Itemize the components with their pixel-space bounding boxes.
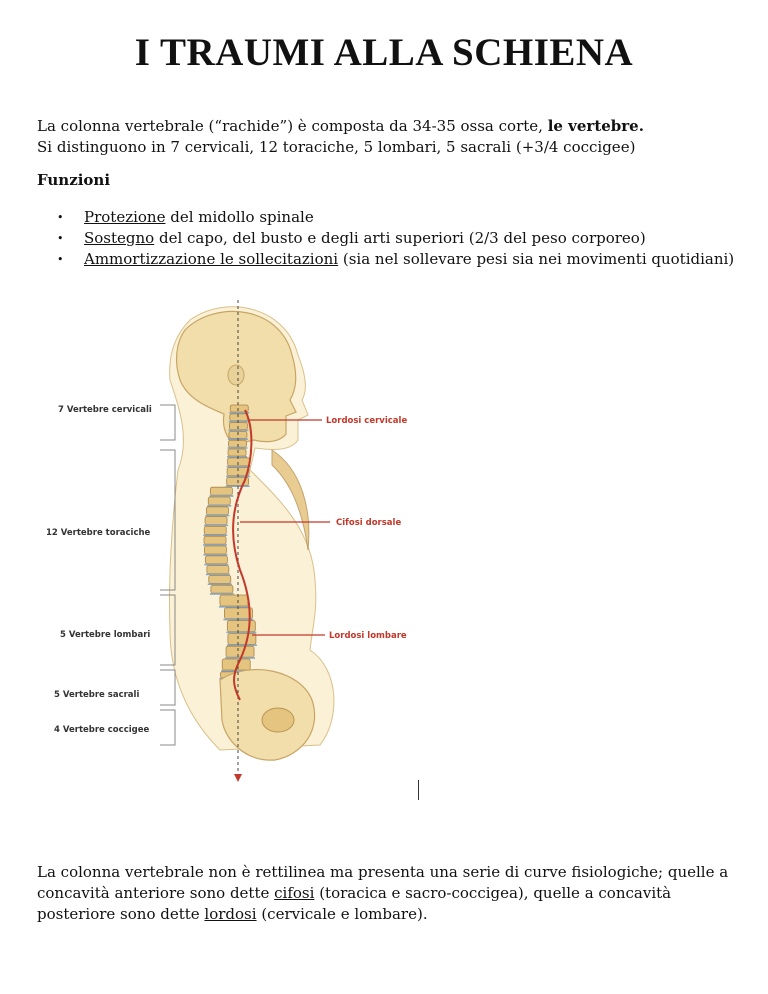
label-cervicali: 7 Vertebre cervicali [58, 405, 152, 415]
bullet-icon: • [57, 253, 64, 266]
intervertebral-disc [219, 606, 249, 608]
intro-bold: le vertebre. [547, 117, 644, 135]
outro-text-3: (cervicale e lombare). [256, 905, 428, 923]
intervertebral-disc [206, 574, 230, 576]
intro-line1: La colonna vertebrale (“rachide”) è composta da 34-35 ossa corte, [37, 117, 548, 135]
list-item [37, 207, 737, 228]
outro-text-1: La colonna vertebrale non è rettilinea ma presenta una serie di curve fisiologiche; quelle a concavità anteriore sono dette [37, 863, 729, 902]
list-item [37, 249, 737, 270]
spine-figure [40, 300, 430, 800]
intervertebral-disc [203, 534, 227, 536]
intervertebral-disc [204, 525, 228, 527]
intervertebral-disc [203, 544, 227, 546]
vertebra [220, 595, 248, 606]
intervertebral-disc [204, 564, 228, 566]
outro-lordosi: lordosi [204, 905, 257, 923]
intervertebral-disc [227, 456, 247, 458]
label-lombari: 5 Vertebre lombari [60, 630, 151, 640]
intro-paragraph [37, 116, 737, 158]
intervertebral-disc [228, 430, 248, 432]
arrow-down-icon [234, 774, 242, 782]
functions-list [37, 207, 737, 270]
label-toraciche: 12 Vertebre toraciche [46, 528, 151, 538]
hip-socket [262, 708, 294, 732]
vertical-mark [418, 780, 419, 800]
vertebra [228, 449, 246, 456]
list-item-text: (sia nel sollevare pesi sia nei movimenti quotidiani) [338, 250, 735, 268]
list-item-text: del capo, del busto e degli arti superiori (2/3 del peso corporeo) [154, 229, 646, 247]
vertebra [211, 585, 233, 593]
list-item-keyword: Protezione [84, 208, 166, 226]
vertebra [205, 556, 227, 564]
intervertebral-disc [227, 466, 251, 468]
vertebra [210, 487, 232, 495]
intervertebral-disc [227, 644, 257, 646]
outro-text-2: (toracica e sacro-coccigea), quelle a concavità posteriore sono dette [37, 884, 672, 923]
vertebra [209, 575, 231, 583]
intervertebral-disc [207, 505, 231, 507]
list-item-keyword: Sostegno [84, 229, 155, 247]
intervertebral-disc [229, 421, 249, 423]
intervertebral-disc [209, 495, 233, 497]
functions-heading: Funzioni [37, 171, 111, 189]
vertebra [208, 497, 230, 505]
intro-line2: Si distinguono in 7 cervicali, 12 toraciche, 5 lombari, 5 sacrali (+3/4 coccigee) [37, 138, 636, 156]
intervertebral-disc [226, 632, 256, 634]
vertebra [230, 414, 248, 421]
vertebra [204, 546, 226, 554]
intervertebral-disc [210, 593, 234, 595]
list-item-text: del midollo spinale [165, 208, 314, 226]
vertebra [205, 517, 227, 525]
vertebra [228, 440, 246, 447]
list-item-keyword: Ammortizzazione le sollecitazioni [84, 250, 339, 268]
vertebra [228, 458, 250, 466]
vertebra [204, 526, 226, 534]
vertebra [204, 536, 226, 544]
vertebra [228, 633, 256, 644]
spine-illustration [40, 300, 430, 800]
label-sacrali: 5 Vertebre sacrali [54, 690, 140, 700]
list-item [37, 228, 737, 249]
bullet-icon: • [57, 211, 64, 224]
intervertebral-disc [205, 515, 229, 517]
vertebra [206, 507, 228, 515]
label-coccigee: 4 Vertebre coccigee [54, 725, 150, 735]
intervertebral-disc [203, 554, 227, 556]
intervertebral-disc [227, 447, 247, 449]
bullet-icon: • [57, 232, 64, 245]
vertebra [227, 621, 255, 632]
intervertebral-disc [208, 583, 232, 585]
outro-cifosi: cifosi [274, 884, 315, 902]
vertebra [226, 646, 254, 657]
label-lordosi-cervicale: Lordosi cervicale [326, 416, 408, 426]
outro-paragraph [37, 862, 737, 925]
vertebra [207, 566, 229, 574]
ear [228, 365, 244, 385]
page-title: I TRAUMI ALLA SCHIENA [134, 31, 634, 74]
label-lordosi-lombare: Lordosi lombare [329, 631, 407, 641]
label-cifosi-dorsale: Cifosi dorsale [336, 518, 402, 528]
